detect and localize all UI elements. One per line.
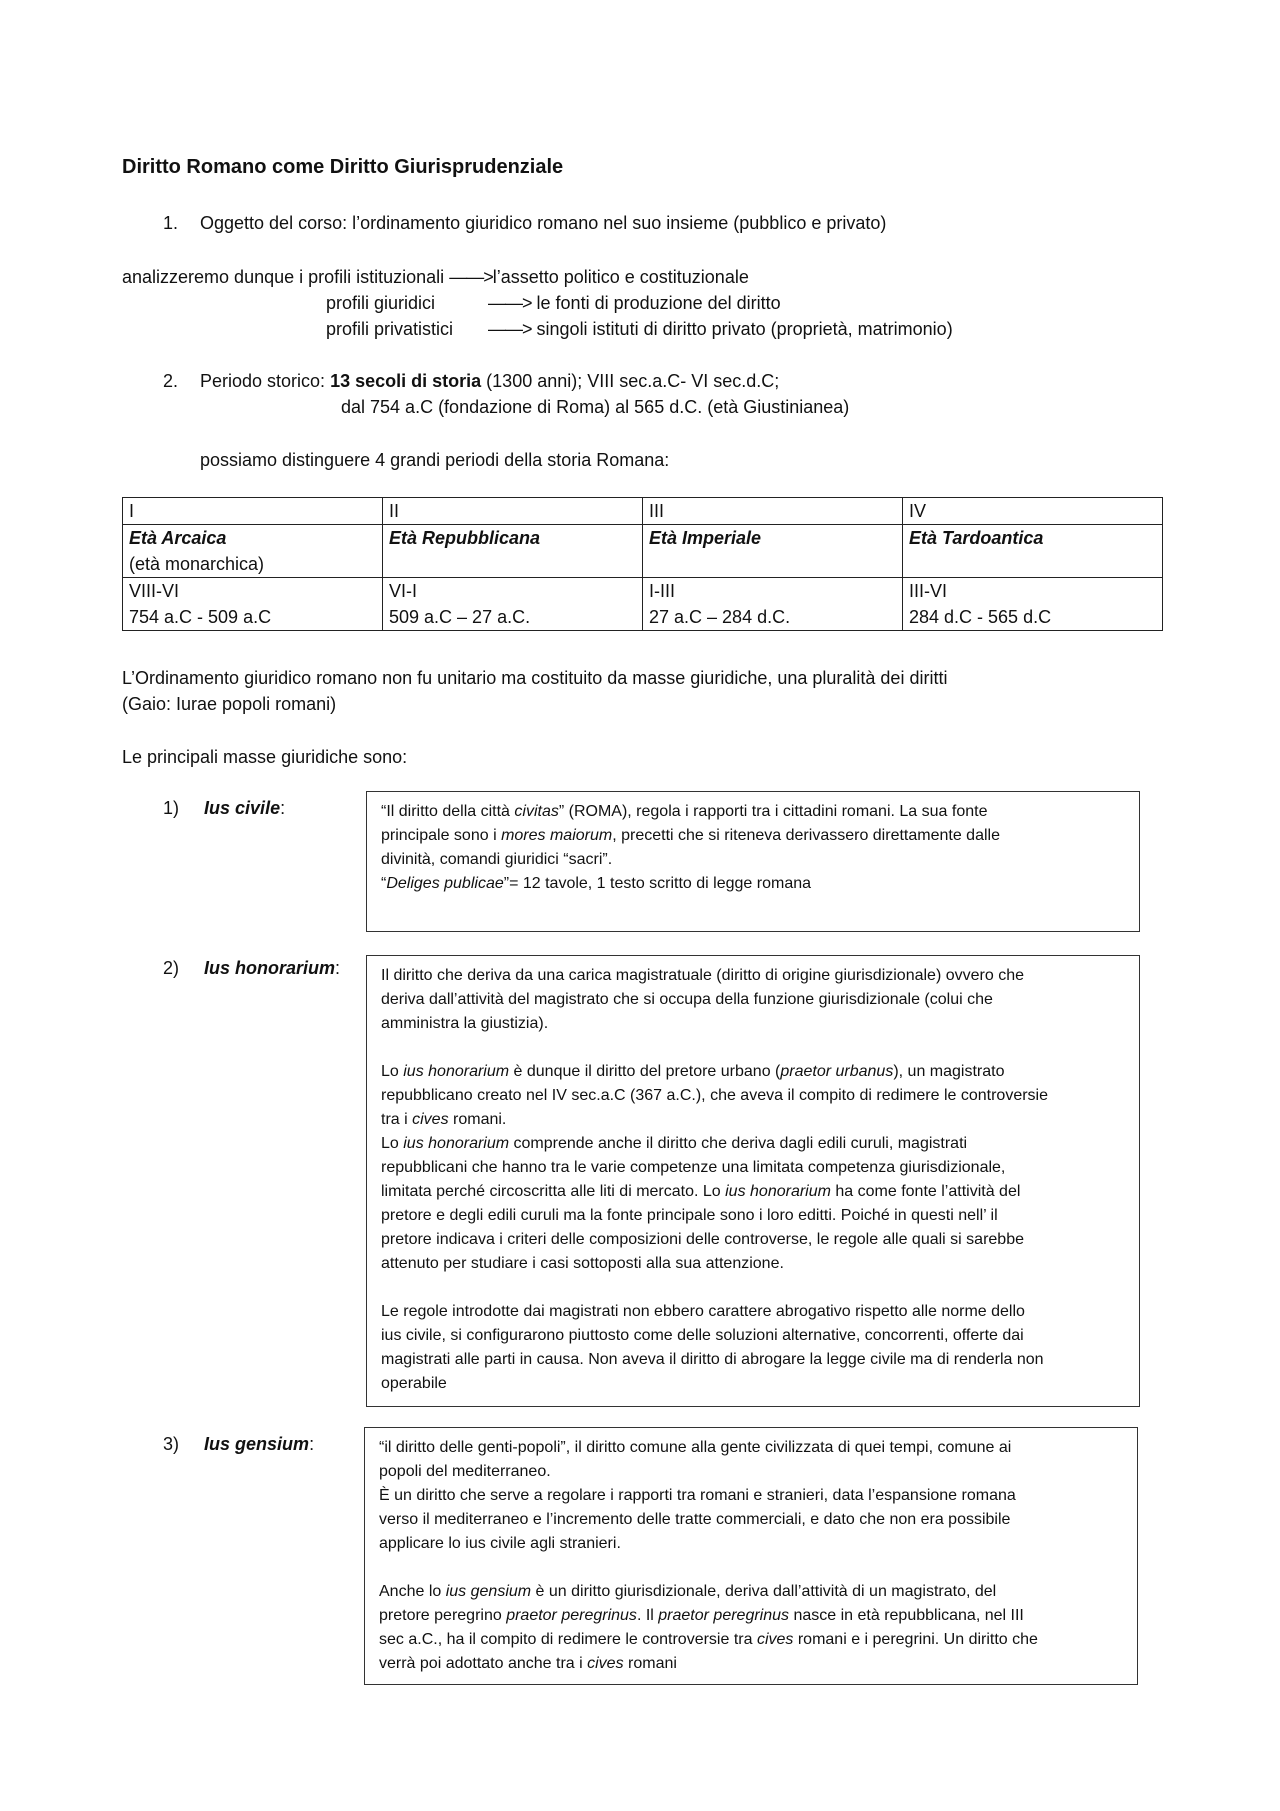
box-text-line: “il diritto delle genti-popoli”, il diritto comune alla gente civilizzata di quei tempi, comune ai bbox=[379, 1439, 1012, 1456]
box-text-line: popoli del mediterraneo. bbox=[379, 1463, 551, 1480]
box-text-line: Le regole introdotte dai magistrati non ebbero carattere abrogativo rispetto alle norme dello bbox=[381, 1303, 1025, 1320]
massa-2-label-row bbox=[163, 958, 340, 979]
periods-table bbox=[122, 497, 1163, 631]
massa-1-box bbox=[366, 791, 1140, 932]
period-3-name: Età Imperiale bbox=[649, 528, 762, 548]
box-text-line: principale sono i mores maiorum, precetti che si riteneva derivassero direttamente dalle bbox=[381, 827, 1000, 844]
arrow-right-icon: ——> bbox=[488, 319, 532, 339]
profili-row-2-label: profili giuridici bbox=[326, 293, 436, 313]
box-text-line: Lo ius honorarium comprende anche il diritto che deriva dagli edili curuli, magistrati bbox=[381, 1135, 968, 1152]
massa-3-label-row bbox=[163, 1434, 314, 1455]
item-2-line-2: dal 754 a.C (fondazione di Roma) al 565 d.C. (età Giustinianea) bbox=[341, 397, 850, 417]
massa-2-box bbox=[366, 955, 1140, 1407]
paragraph-gap bbox=[379, 1556, 1123, 1580]
box-text-line: sec a.C., ha il compito di redimere le controversie tra cives romani e i peregrini. Un diritto che bbox=[379, 1631, 1038, 1648]
box-text-line: “Deliges publicae”= 12 tavole, 1 testo scritto di legge romana bbox=[381, 875, 812, 892]
period-4-number: IV bbox=[903, 498, 1163, 525]
massa-3-number: 3) bbox=[163, 1434, 180, 1454]
period-2-number: II bbox=[383, 498, 643, 525]
box-text-line: “Il diritto della città civitas” (ROMA), regola i rapporti tra i cittadini romani. La sua fonte bbox=[381, 803, 988, 820]
massa-2-label: Ius honorarium bbox=[204, 958, 336, 978]
massa-3-text bbox=[379, 1436, 1123, 1676]
item-2-number: 2. bbox=[163, 371, 179, 391]
period-1-name-cell bbox=[123, 525, 383, 578]
massa-3-colon: : bbox=[309, 1434, 315, 1454]
profili-row-3-text: singoli istituti di diritto privato (proprietà, matrimonio) bbox=[536, 319, 953, 339]
paragraph-gap bbox=[381, 1036, 1125, 1060]
box-text-line: repubblicani che hanno tra le varie competenze una limitata competenza giurisdizionale, bbox=[381, 1159, 1006, 1176]
periods-row-names bbox=[123, 525, 1163, 578]
period-1-centuries: VIII-VI bbox=[129, 581, 180, 601]
massa-1-label-row bbox=[163, 798, 285, 819]
period-1-dates-cell bbox=[123, 578, 383, 631]
period-1-dates: 754 a.C - 509 a.C bbox=[129, 607, 272, 627]
arrow-right-icon: ——> bbox=[449, 267, 493, 287]
masse-intro: Le principali masse giuridiche sono: bbox=[122, 747, 408, 767]
massa-2-text bbox=[381, 964, 1125, 1396]
box-text-line: repubblicano creato nel IV sec.a.C (367 a.C.), che aveva il compito di redimere le controversie bbox=[381, 1087, 1048, 1104]
box-text-line: pretore e degli edili curuli ma la fonte principale sono i loro editti. Poiché in questi nell’ il bbox=[381, 1207, 998, 1224]
profili-row-1-text: l’assetto politico e costituzionale bbox=[492, 267, 749, 287]
box-text-line: verrà poi adottato anche tra i cives romani bbox=[379, 1655, 677, 1672]
item-2-rest: (1300 anni); VIII sec.a.C- VI sec.d.C; bbox=[486, 371, 780, 391]
period-2-name: Età Repubblicana bbox=[389, 528, 541, 548]
box-text-line: limitata perché circoscritta alle liti di mercato. Lo ius honorarium ha come fonte l’attività del bbox=[381, 1183, 1021, 1200]
box-text-line: pretore peregrino praetor peregrinus. Il praetor peregrinus nasce in età repubblicana, nel III bbox=[379, 1607, 1024, 1624]
period-3-dates: 27 a.C – 284 d.C. bbox=[649, 607, 791, 627]
box-text-line: È un diritto che serve a regolare i rapporti tra romani e stranieri, data l’espansione romana bbox=[379, 1487, 1016, 1504]
item-2-line-1 bbox=[200, 368, 779, 394]
box-text-line: tra i cives romani. bbox=[381, 1111, 507, 1128]
page-title: Diritto Romano come Diritto Giurisprudenziale bbox=[122, 156, 564, 178]
period-2-centuries: VI-I bbox=[389, 581, 418, 601]
paragraph-gap bbox=[381, 1276, 1125, 1300]
box-text-line: pretore indicava i criteri delle composizioni delle controverse, le regole alle quali si sarebbe bbox=[381, 1231, 1024, 1248]
massa-1-label: Ius civile bbox=[204, 798, 281, 818]
massa-2-number: 2) bbox=[163, 958, 180, 978]
box-text-line: Lo ius honorarium è dunque il diritto del pretore urbano (praetor urbanus), un magistrato bbox=[381, 1063, 1005, 1080]
massa-1-number: 1) bbox=[163, 798, 180, 818]
period-4-name-cell bbox=[903, 525, 1163, 578]
profili-row-3 bbox=[488, 316, 953, 342]
period-3-dates-cell bbox=[643, 578, 903, 631]
massa-1-colon: : bbox=[280, 798, 286, 818]
period-2-dates-cell bbox=[383, 578, 643, 631]
box-text-line: applicare lo ius civile agli stranieri. bbox=[379, 1535, 621, 1552]
box-text-line: magistrati alle parti in causa. Non aveva il diritto di abrogare la legge civile ma di renderla non bbox=[381, 1351, 1044, 1368]
period-3-name-cell bbox=[643, 525, 903, 578]
period-1-sub: (età monarchica) bbox=[129, 554, 265, 574]
massa-3-box bbox=[364, 1427, 1138, 1685]
arrow-right-icon: ——> bbox=[488, 293, 532, 313]
box-text-line: attenuto per studiare i casi sottoposti alla sua attenzione. bbox=[381, 1255, 784, 1272]
massa-1-text bbox=[381, 800, 1125, 896]
periods-row-numbers bbox=[123, 498, 1163, 525]
period-4-dates: 284 d.C - 565 d.C bbox=[909, 607, 1052, 627]
box-text-line: operabile bbox=[381, 1375, 447, 1392]
period-2-dates: 509 a.C – 27 a.C. bbox=[389, 607, 531, 627]
massa-3-label: Ius gensium bbox=[204, 1434, 310, 1454]
ordinamento-line-2: (Gaio: Iurae popoli romani) bbox=[122, 694, 337, 714]
item-2-bold: 13 secoli di storia bbox=[330, 371, 482, 391]
box-text-line: amministra la giustizia). bbox=[381, 1015, 549, 1032]
periods-intro: possiamo distinguere 4 grandi periodi della storia Romana: bbox=[200, 450, 670, 470]
box-text-line: deriva dall’attività del magistrato che si occupa della funzione giurisdizionale (colui che bbox=[381, 991, 993, 1008]
box-text-line: verso il mediterraneo e l’incremento delle tratte commerciali, e dato che non era possibile bbox=[379, 1511, 1011, 1528]
profili-row-2-text: le fonti di produzione del diritto bbox=[536, 293, 781, 313]
item-1-number: 1. bbox=[163, 213, 179, 233]
period-1-name: Età Arcaica bbox=[129, 528, 227, 548]
box-text-line: divinità, comandi giuridici “sacri”. bbox=[381, 851, 613, 868]
period-3-number: III bbox=[643, 498, 903, 525]
period-4-name: Età Tardoantica bbox=[909, 528, 1044, 548]
profili-intro: analizzeremo dunque i profili istituzionali bbox=[122, 267, 445, 287]
item-1-text: Oggetto del corso: l’ordinamento giuridico romano nel suo insieme (pubblico e privato) bbox=[200, 213, 887, 233]
massa-2-colon: : bbox=[335, 958, 341, 978]
ordinamento-line-1: L’Ordinamento giuridico romano non fu unitario ma costituito da masse giuridiche, una pluralità dei diritti bbox=[122, 668, 948, 688]
period-4-centuries: III-VI bbox=[909, 581, 948, 601]
box-text-line: Anche lo ius gensium è un diritto giurisdizionale, deriva dall’attività di un magistrato, del bbox=[379, 1583, 997, 1600]
period-1-number: I bbox=[123, 498, 383, 525]
period-4-dates-cell bbox=[903, 578, 1163, 631]
item-2-prefix: Periodo storico: bbox=[200, 371, 326, 391]
box-text-line: Il diritto che deriva da una carica magistratuale (diritto di origine giurisdizionale) ovvero che bbox=[381, 967, 1024, 984]
period-2-name-cell bbox=[383, 525, 643, 578]
box-text-line: ius civile, si configurarono piuttosto come delle soluzioni alternative, concorrenti, offerte dai bbox=[381, 1327, 1024, 1344]
profili-row-3-label: profili privatistici bbox=[326, 319, 454, 339]
profili-row-1 bbox=[122, 264, 749, 290]
periods-row-dates bbox=[123, 578, 1163, 631]
period-3-centuries: I-III bbox=[649, 581, 675, 601]
profili-row-2 bbox=[488, 290, 781, 316]
